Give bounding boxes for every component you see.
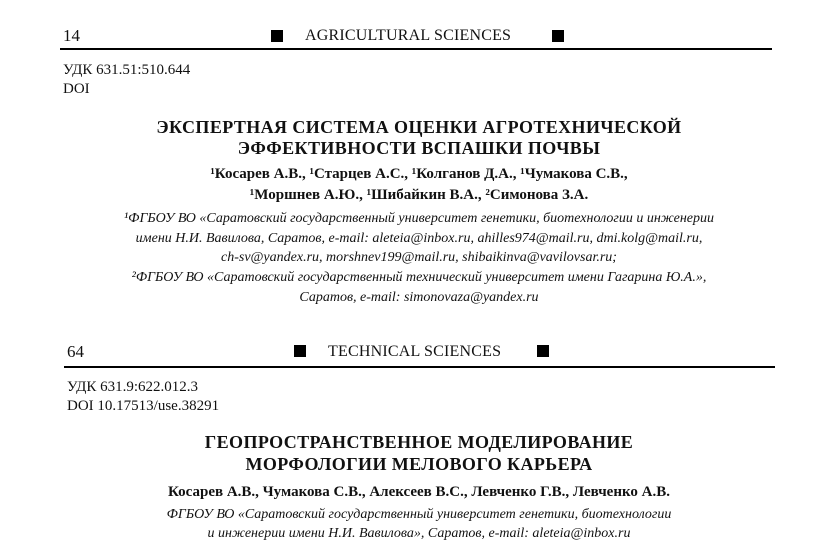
header-square-right-icon (552, 30, 564, 42)
doi: DOI (63, 81, 90, 97)
article-title-line-1: ЭКСПЕРТНАЯ СИСТЕМА ОЦЕНКИ АГРОТЕХНИЧЕСКОЙ (156, 117, 682, 137)
section-title: AGRICULTURAL SCIENCES (305, 27, 512, 44)
article-title-line-2: МОРФОЛОГИИ МЕЛОВОГО КАРЬЕРА (245, 454, 593, 474)
journal-header-technical (0, 340, 838, 362)
header-rule (64, 366, 775, 368)
article-title-line-2: ЭФФЕКТИВНОСТИ ВСПАШКИ ПОЧВЫ (237, 138, 601, 158)
affiliation-line-2: и инженерии имени Н.И. Вавилова», Саратов, e-mail: aleteia@inbox.ru (207, 526, 631, 541)
udk-code: УДК 631.51:510.644 (63, 62, 191, 78)
udk-code: УДК 631.9:622.012.3 (67, 379, 199, 395)
authors-line-1: ¹Косарев А.В., ¹Старцев А.С., ¹Колганов Д.А., ¹Чумакова С.В., (210, 166, 628, 182)
affiliation-line-4: ²ФГБОУ ВО «Саратовский государственный технический университет имени Гагарина Ю.А.», (131, 270, 707, 285)
header-square-left-icon (294, 345, 306, 357)
article-title-line-1: ГЕОПРОСТРАНСТВЕННОЕ МОДЕЛИРОВАНИЕ (204, 432, 634, 452)
authors-line: Косарев А.В., Чумакова С.В., Алексеев В.С., Левченко Г.В., Левченко А.В. (168, 484, 670, 500)
affiliation-line-1: ¹ФГБОУ ВО «Саратовский государственный университет генетики, биотехнологии и инженерии (123, 211, 715, 226)
header-rule (60, 48, 772, 50)
affiliation-line-1: ФГБОУ ВО «Саратовский государственный университет генетики, биотехнологии (166, 507, 672, 522)
affiliation-line-3: ch-sv@yandex.ru, morshnev199@mail.ru, shibaikinva@vavilovsar.ru; (221, 250, 617, 265)
page-number: 64 (67, 342, 84, 361)
page-number: 14 (63, 26, 80, 45)
affiliation-line-5: Саратов, e-mail: simonovaza@yandex.ru (299, 290, 539, 305)
journal-header-agricultural (0, 24, 838, 46)
affiliation-line-2: имени Н.И. Вавилова, Саратов, e-mail: aleteia@inbox.ru, ahilles974@mail.ru, dmi.kolg@mail.ru, (135, 231, 703, 246)
header-square-right-icon (537, 345, 549, 357)
authors-line-2: ¹Моршнев А.Ю., ¹Шибайкин В.А., ²Симонова З.А. (249, 187, 589, 203)
header-square-left-icon (271, 30, 283, 42)
section-title: TECHNICAL SCIENCES (328, 343, 502, 360)
doi: DOI 10.17513/use.38291 (67, 398, 220, 414)
